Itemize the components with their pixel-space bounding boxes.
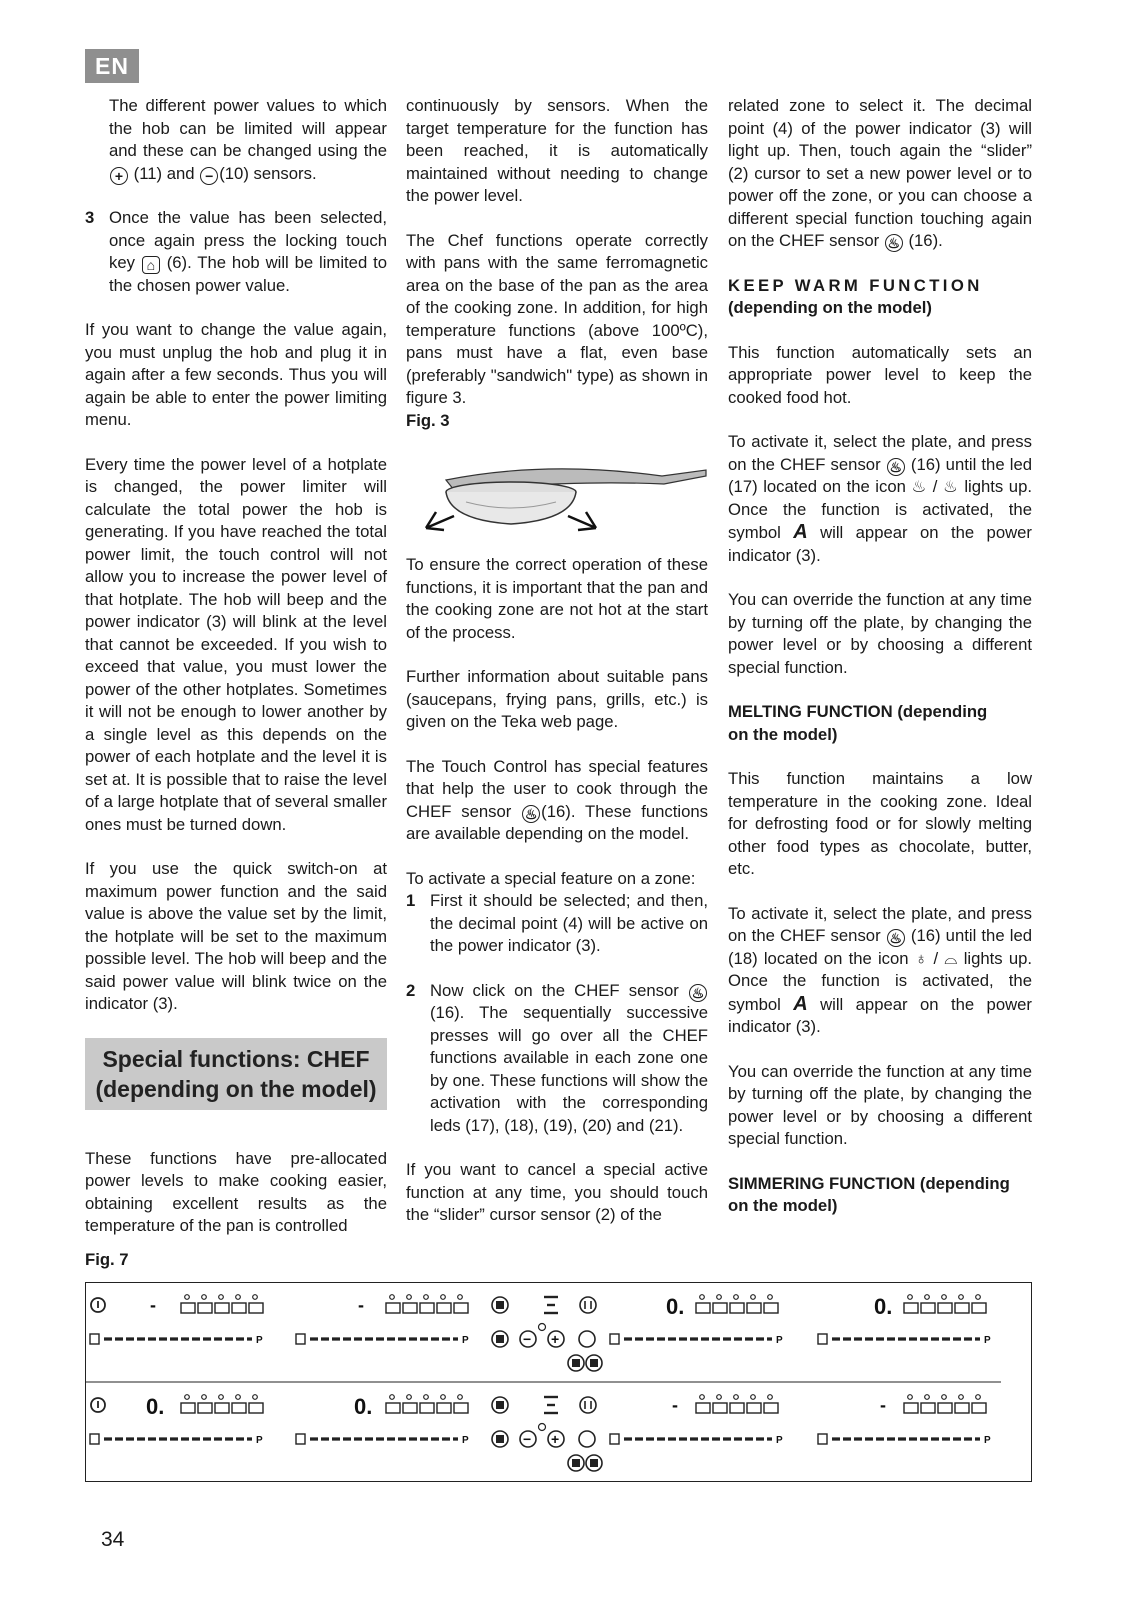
slider-end-label: P (776, 1435, 783, 1446)
level-box (904, 1303, 918, 1313)
led-dot (390, 1295, 395, 1300)
level-box (249, 1303, 263, 1313)
led-dot (424, 1295, 429, 1300)
led-dot (202, 1395, 207, 1400)
paragraph: If you want to change the value again, you must unplug the hob and plug it in again after a few seconds. Thus you will again be able to enter the power limiting menu. (85, 320, 387, 429)
control-panel-svg (86, 1283, 1031, 1481)
section-heading: SIMMERING FUNCTION (depending on the model) (728, 1173, 1010, 1215)
led-dot (976, 1395, 981, 1400)
led-dot (441, 1295, 446, 1300)
chef-sensor-icon: ♨ (522, 805, 540, 823)
level-box (454, 1303, 468, 1313)
zone-select-icon (296, 1334, 305, 1344)
led-dot (700, 1295, 705, 1300)
chef-sensor-icon (579, 1331, 595, 1347)
lock-key-icon (572, 1359, 580, 1367)
page-number: 34 (101, 1528, 125, 1551)
paragraph: related zone to select it. The decimal point (4) of the power indicator (3) will light up. Then, touch again the “slider” (2) cursor to set a new power level or to power off the zone, or you can choose a different special function touching again on the CHEF sensor ♨ (16). (728, 96, 1032, 251)
slider-end-label: P (776, 1335, 783, 1346)
melting-icon: ♁ (914, 948, 928, 968)
power-indicator: - (672, 1395, 678, 1415)
led-dot (185, 1295, 190, 1300)
level-box (904, 1403, 918, 1413)
plus-sensor-icon: + (110, 167, 128, 185)
level-box (420, 1403, 434, 1413)
level-box (249, 1403, 263, 1413)
chef-sensor-icon: ♨ (887, 458, 905, 476)
led-dot (768, 1295, 773, 1300)
chef-sensor-icon: ♨ (887, 929, 905, 947)
led-dot (424, 1395, 429, 1400)
led-dot (908, 1395, 913, 1400)
paragraph: The Chef functions operate correctly with pans with the same ferromagnetic area on the base of the pan as the area of the cooking zone. In addition, for high temperature functions (above 100ºC), pans must have a flat, even base (preferably "sandwich" type) as shown in figure 3. (406, 230, 708, 407)
level-box (437, 1403, 451, 1413)
control-panel-diagram (85, 1282, 1032, 1482)
led-dot (253, 1395, 258, 1400)
paragraph: These functions have pre-allocated power levels to make cooking easier, obtaining excellent results as the temperature of the pan is controlled (85, 1148, 387, 1235)
led-dot (751, 1295, 756, 1300)
level-box (181, 1403, 195, 1413)
step-2: 2 Now click on the CHEF sensor ♨ (16). The sequentially successive presses will go over all the CHEF functions available in each zone one by one. These functions will show the activation with the corresponding leds (17), (18), (19), (20) and (21). (406, 980, 708, 1135)
paragraph: To ensure the correct operation of these functions, it is important that the pan and the cooking zone are not hot at the start of the process. (406, 555, 708, 642)
level-box (403, 1403, 417, 1413)
level-box (215, 1303, 229, 1313)
paragraph: Further information about suitable pans (saucepans, frying pans, grills, etc.) is given on the Teka web page. (406, 667, 708, 731)
paragraph: If you use the quick switch-on at maximum power function and the said value is above the value set by the limit, the hotplate will be set to the maximum possible level. The hob will beep and the said power value will blink twice on the indicator (3). (85, 859, 387, 1013)
level-box (696, 1403, 710, 1413)
level-box (764, 1403, 778, 1413)
led-dot (734, 1295, 739, 1300)
slider-end-label: P (256, 1435, 263, 1446)
level-box (713, 1403, 727, 1413)
section-heading: KEEP WARM FUNCTION (depending on the model) (728, 275, 983, 317)
paragraph: continuously by sensors. When the target temperature for the function has been reached, it is automatically maintained without needing to change the power level. (406, 96, 708, 205)
led-dot (458, 1395, 463, 1400)
figure-label: Fig. 7 (85, 1250, 129, 1269)
level-box (403, 1303, 417, 1313)
led-dot (236, 1295, 241, 1300)
level-box (747, 1403, 761, 1413)
chef-sensor-icon (496, 1335, 504, 1343)
lock-key-icon (496, 1301, 504, 1309)
led-dot (734, 1395, 739, 1400)
chef-sensor-icon (496, 1435, 504, 1443)
paragraph: The Touch Control has special features that help the user to cook through the CHEF sensor ♨ (16). These functions are available depending on the model. (406, 756, 708, 843)
melting-pot-icon: ⌓ (944, 948, 958, 968)
led-dot (717, 1295, 722, 1300)
level-box (454, 1403, 468, 1413)
lock-key-icon: ⌂ (142, 256, 160, 274)
column-2 (406, 95, 708, 1249)
level-box (938, 1303, 952, 1313)
level-box (215, 1403, 229, 1413)
level-box (972, 1403, 986, 1413)
paragraph: To activate a special feature on a zone: (406, 868, 696, 888)
paragraph: The different power values to which the hob can be limited will appear and these can be changed using the + (11) and − (10) sensors. (109, 96, 387, 184)
power-indicator: 0. (146, 1394, 165, 1419)
section-heading: MELTING FUNCTION (depending on the model) (728, 702, 988, 744)
step-1: 1 First it should be selected; and then, the decimal point (4) will be active on the power indicator (3). (406, 891, 708, 955)
led-dot (942, 1295, 947, 1300)
paragraph: Every time the power level of a hotplate is changed, the power limiter will calculate the total power the hob is generating. If you have reached the total power limit, the touch control will not allow you to increase the power level of that hotplate. The hob will beep and the power indicator (3) will blink at the level that cannot be exceeded. If you wish to exceed that value, you must lower the power of the other hotplates. Sometimes it will not be enough to lower another by a single level as this depends on the power of each hotplate and the level it is set at. It is possible that to raise the level of a large hotplate that of several smaller ones must be turned down. (85, 454, 387, 834)
power-indicator: 0. (354, 1394, 373, 1419)
led-dot (539, 1324, 546, 1331)
column-3 (728, 95, 1032, 1240)
led-dot (441, 1395, 446, 1400)
power-indicator: - (150, 1295, 156, 1315)
level-box (921, 1303, 935, 1313)
power-indicator: 0. (874, 1294, 893, 1319)
level-box (386, 1403, 400, 1413)
level-box (198, 1303, 212, 1313)
led-dot (458, 1295, 463, 1300)
level-box (730, 1403, 744, 1413)
zone-select-icon (610, 1334, 619, 1344)
minus-sign: − (523, 1431, 532, 1447)
chef-sensor-icon: ♨ (885, 234, 903, 252)
minus-sign: − (523, 1331, 532, 1347)
slider-end-label: P (984, 1335, 991, 1346)
language-tab: EN (85, 49, 139, 83)
level-box (232, 1303, 246, 1313)
level-box (696, 1303, 710, 1313)
keep-warm-pot-icon: ♨ (942, 477, 959, 496)
zone-select-icon (90, 1334, 99, 1344)
slider-end-label: P (462, 1335, 469, 1346)
column-1 (85, 95, 387, 1260)
level-box (386, 1303, 400, 1313)
led-dot (202, 1295, 207, 1300)
slider-end-label: P (256, 1335, 263, 1346)
led-dot (751, 1395, 756, 1400)
led-dot (219, 1395, 224, 1400)
led-dot (236, 1395, 241, 1400)
led-dot (768, 1395, 773, 1400)
paragraph: You can override the function at any time by turning off the plate, by changing the power level or by choosing a different special function. (728, 1061, 1032, 1148)
led-dot (700, 1395, 705, 1400)
led-dot (253, 1295, 258, 1300)
section-banner: Special functions: CHEF (depending on the model) (85, 1038, 387, 1110)
lock-key-icon (572, 1459, 580, 1467)
zone-select-icon (818, 1334, 827, 1344)
led-dot (407, 1295, 412, 1300)
paragraph: You can override the function at any time by turning off the plate, by changing the power level or by choosing a different special function. (728, 590, 1032, 677)
level-box (955, 1403, 969, 1413)
led-dot (959, 1395, 964, 1400)
paragraph: If you want to cancel a special active function at any time, you should touch the “slider” cursor sensor (2) of the (406, 1160, 708, 1224)
level-box (713, 1303, 727, 1313)
keep-warm-icon: ♨ (911, 477, 928, 496)
led-dot (925, 1295, 930, 1300)
timer-icon (580, 1397, 596, 1413)
pan-illustration (406, 440, 708, 544)
paragraph: This function automatically sets an appropriate power level to keep the cooked food hot. (728, 342, 1032, 407)
paragraph: To activate it, select the plate, and press on the CHEF sensor ♨ (16) until the led (18) located on the icon ♁ / ⌓ lights up. Once the function is activated, the symbol A will appear on the power indicator (3). (728, 903, 1033, 1036)
level-box (730, 1303, 744, 1313)
slider-end-label: P (462, 1435, 469, 1446)
level-box (420, 1303, 434, 1313)
power-indicator: - (880, 1395, 886, 1415)
led-dot (185, 1395, 190, 1400)
function-symbol-icon: A (793, 521, 808, 543)
led-dot (925, 1395, 930, 1400)
led-dot (908, 1295, 913, 1300)
level-box (921, 1403, 935, 1413)
minus-sensor-icon: − (200, 167, 218, 185)
led-dot (976, 1295, 981, 1300)
level-box (938, 1403, 952, 1413)
level-box (181, 1303, 195, 1313)
lock-key-icon (590, 1359, 598, 1367)
power-indicator: 0. (666, 1294, 685, 1319)
zone-select-icon (818, 1434, 827, 1444)
figure-label: Fig. 3 (406, 410, 450, 430)
led-dot (959, 1295, 964, 1300)
led-dot (539, 1424, 546, 1431)
slider-end-label: P (984, 1435, 991, 1446)
paragraph: To activate it, select the plate, and press on the CHEF sensor ♨ (16) until the led (17) located on the icon ♨ / ♨ lights up. Once the function is activated, the symbol A will appear on the power indicator (3). (728, 432, 1033, 565)
plus-sign: + (551, 1431, 560, 1447)
lock-key-icon (590, 1459, 598, 1467)
function-symbol-icon: A (793, 992, 808, 1015)
level-box (437, 1303, 451, 1313)
zone-select-icon (90, 1434, 99, 1444)
lock-key-icon (496, 1401, 504, 1409)
level-box (232, 1403, 246, 1413)
led-dot (942, 1395, 947, 1400)
level-box (955, 1303, 969, 1313)
zone-select-icon (610, 1434, 619, 1444)
timer-icon (580, 1297, 596, 1313)
level-box (198, 1403, 212, 1413)
step-3: 3 Once the value has been selected, once again press the locking touch key ⌂ (6). The hob will be limited to the chosen power value. (85, 208, 387, 295)
level-box (972, 1303, 986, 1313)
level-box (747, 1303, 761, 1313)
chef-sensor-icon (579, 1431, 595, 1447)
chef-sensor-icon: ♨ (689, 984, 707, 1002)
plus-sign: + (551, 1331, 560, 1347)
paragraph: This function maintains a low temperature in the cooking zone. Ideal for defrosting food or for slowly melting other food types as chocolate, butter, etc. (728, 769, 1032, 878)
led-dot (407, 1395, 412, 1400)
led-dot (717, 1395, 722, 1400)
led-dot (219, 1295, 224, 1300)
power-indicator: - (358, 1295, 364, 1315)
led-dot (390, 1395, 395, 1400)
zone-select-icon (296, 1434, 305, 1444)
level-box (764, 1303, 778, 1313)
